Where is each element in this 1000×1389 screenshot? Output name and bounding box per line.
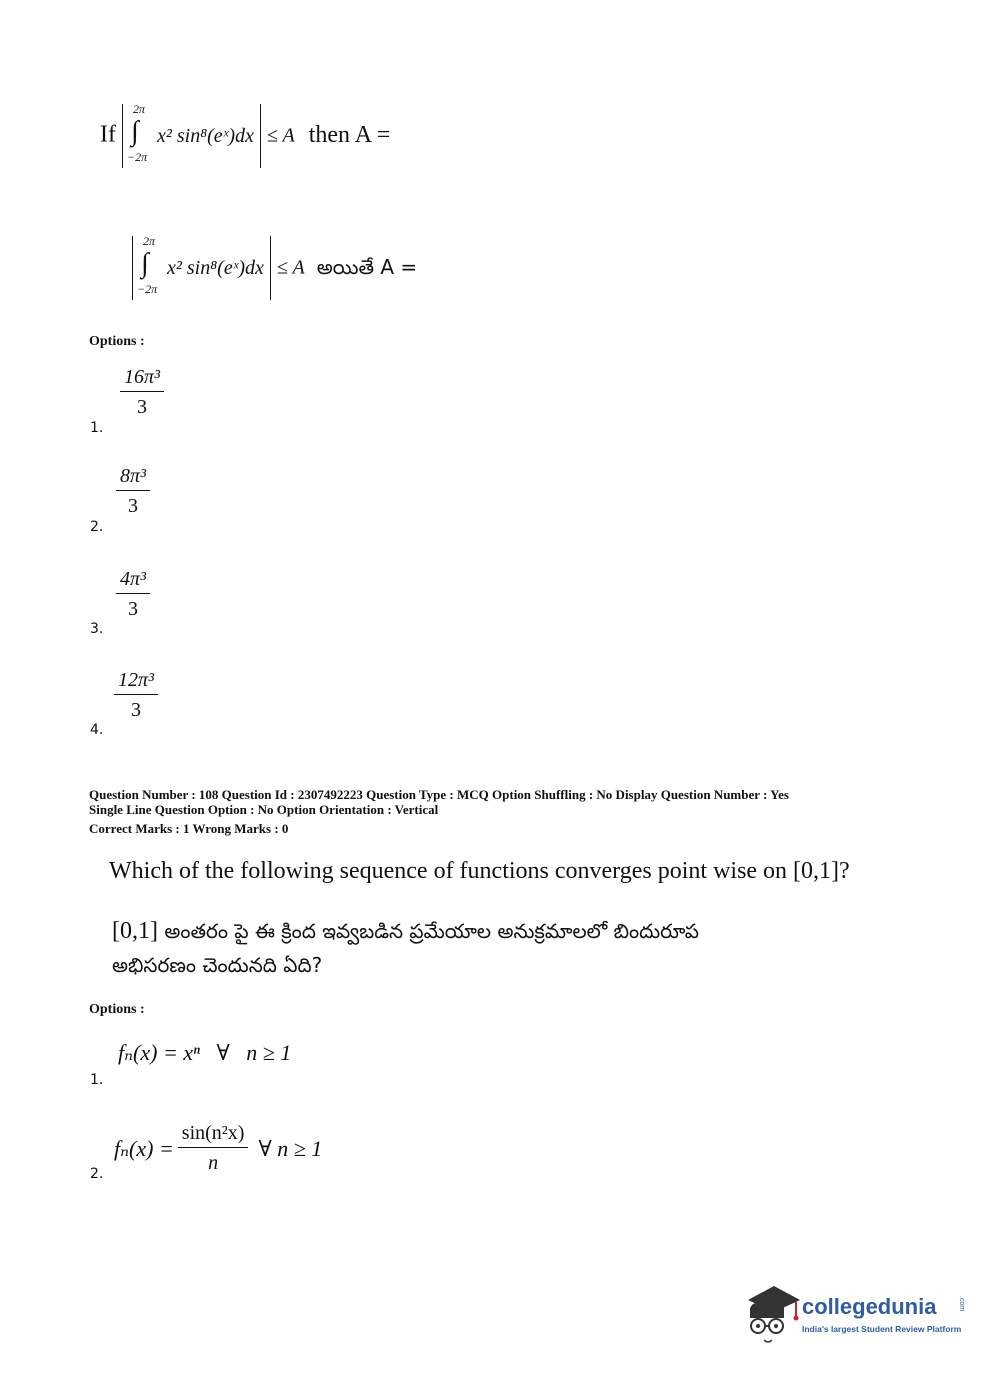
- absolute-value-integral-telugu: 2π ∫ −2π x² sin⁸(eˣ)dx: [132, 236, 271, 300]
- option-3-number: 3.: [90, 621, 104, 637]
- absolute-value-integral: [122, 104, 261, 168]
- collegedunia-logo[interactable]: [740, 1282, 980, 1352]
- logo-wordmark: collegedunia: [802, 1294, 937, 1319]
- integral-sign: 2π ∫ −2π: [126, 102, 148, 164]
- options-label: Options :: [89, 334, 145, 349]
- question-meta-line-3: Correct Marks : 1 Wrong Marks : 0: [89, 821, 289, 836]
- options-label-108: Options :: [89, 1002, 145, 1017]
- option-2-fraction[interactable]: $\frac{\text{8π³}}{3}$: [116, 465, 150, 518]
- q107-telugu-line: 2π ∫ −2π x² sin⁸(eˣ)dx ≤ A అయితే A =: [132, 236, 417, 300]
- integrand: x² sin⁸(eˣ)dx: [156, 124, 254, 147]
- integral-sign: 2π ∫ −2π: [137, 234, 158, 296]
- option-4-number: 4.: [90, 722, 104, 738]
- q108-option-1[interactable]: fₙ(x) = xⁿ ∀ n ≥ 1: [118, 1040, 292, 1065]
- option-4-fraction[interactable]: $\frac{\text{12π³}}{3}$: [114, 669, 158, 722]
- lower-limit: −2π: [126, 150, 148, 164]
- question-meta-line-1: Question Number : 108 Question Id : 2307492223 Question Type : MCQ Option Shuffling : No Display Question Number : Yes: [89, 787, 789, 802]
- option-1-number: 1.: [90, 420, 104, 436]
- upper-limit: 2π: [132, 102, 145, 116]
- question-108-english: Which of the following sequence of functions converges point wise on [0,1]?: [109, 858, 850, 884]
- telugu-interval: [0,1]: [112, 918, 158, 944]
- option-2-number: 2.: [90, 519, 104, 535]
- telugu-then-text: అయితే A =: [316, 254, 418, 279]
- inequality: ≤ A: [266, 124, 295, 147]
- q107-english-line: [100, 104, 390, 168]
- q108-option-2[interactable]: fₙ(x) = $\frac{\text{sin(n²x)}}{n}$ ∀ n ≥ 1: [114, 1122, 323, 1174]
- logo-tagline: India's largest Student Review Platform: [802, 1324, 962, 1334]
- then-text: then A =: [308, 121, 391, 148]
- logo-suffix: .com: [958, 1296, 965, 1312]
- telugu-line-2: అభిసరణం చెందునది ఏది?: [112, 953, 323, 977]
- option-3-fraction[interactable]: $\frac{\text{4π³}}{3}$: [116, 568, 150, 621]
- option-1-fraction[interactable]: $\frac{\text{16π³}}{3}$: [120, 366, 164, 419]
- q108-option-2-number: 2.: [90, 1166, 104, 1182]
- if-word: If: [100, 121, 116, 148]
- question-108-telugu: [112, 914, 892, 982]
- q108-option-1-number: 1.: [90, 1072, 104, 1088]
- mascot-icon: [740, 1282, 802, 1350]
- telugu-line-1: అంతరం పై ఈ క్రింద ఇవ్వబడిన ప్రమేయాల అనుక్రమాలలో బిందురూప: [164, 919, 699, 943]
- question-meta-line-2: Single Line Question Option : No Option Orientation : Vertical: [89, 802, 439, 817]
